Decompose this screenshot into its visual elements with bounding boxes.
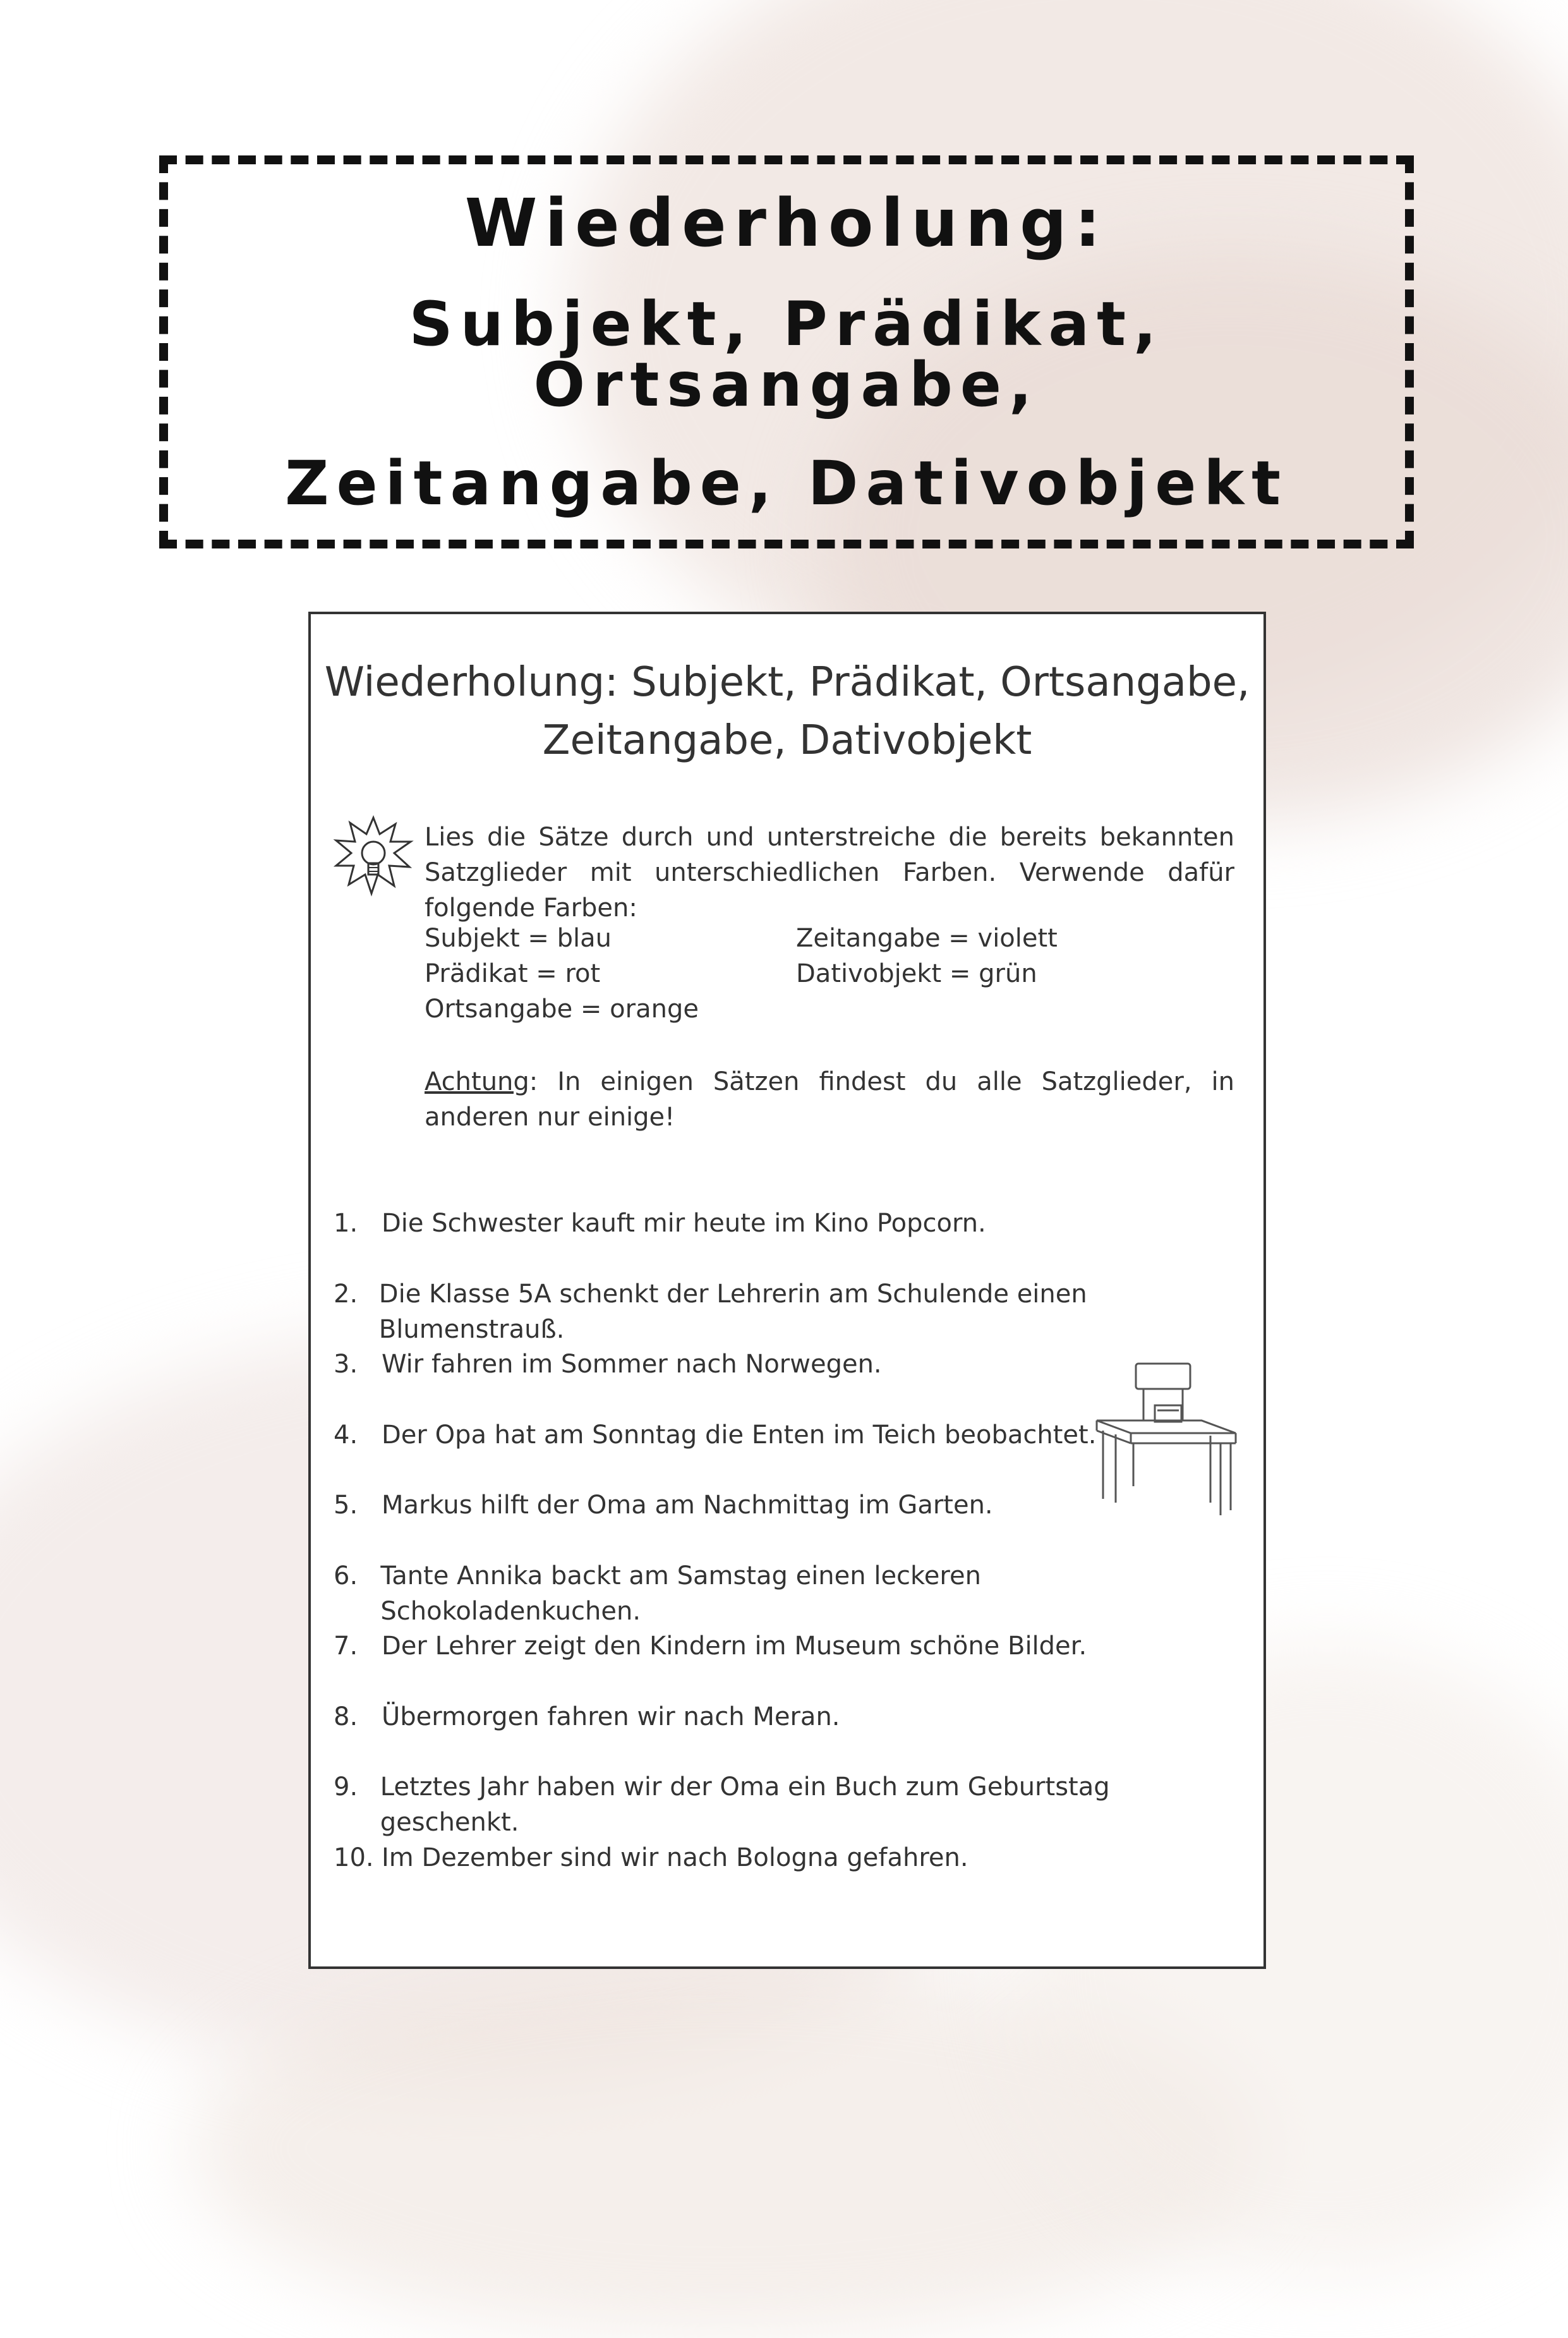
header-subtitle-line1: Subjekt, Prädikat, Ortsangabe, (409, 289, 1164, 420)
color-subjekt: Subjekt = blau (425, 924, 612, 953)
sentence-list (334, 1206, 1231, 1910)
list-item-number: 6. (334, 1561, 358, 1590)
list-item-text: Der Opa hat am Sonntag die Enten im Teich beobachtet. (382, 1420, 1097, 1450)
attention-note (425, 1064, 1234, 1135)
list-item-number: 5. (334, 1491, 358, 1520)
worksheet-title-line1: Wiederholung: Subjekt, Prädikat, Ortsangabe, (324, 659, 1250, 706)
list-item-number: 1. (334, 1209, 358, 1238)
attention-label: Achtung (425, 1067, 529, 1096)
list-item-text: Letztes Jahr haben wir der Oma ein Buch zum Geburtstag geschenkt. (380, 1772, 1110, 1837)
list-item-text: Übermorgen fahren wir nach Meran. (382, 1702, 840, 1731)
worksheet-title-line2: Zeitangabe, Dativobjekt (542, 717, 1032, 764)
list-item-text: Tante Annika backt am Samstag einen leckeren Schokoladenkuchen. (380, 1561, 981, 1626)
list-item (334, 1206, 1231, 1276)
list-item-text: Die Schwester kauft mir heute im Kino Popcorn. (382, 1209, 986, 1238)
list-item-number: 7. (334, 1632, 358, 1661)
list-item-number: 9. (334, 1772, 358, 1802)
list-item-text: Die Klasse 5A schenkt der Lehrerin am Schulende einen Blumenstrauß. (378, 1279, 1087, 1344)
list-item-text: Wir fahren im Sommer nach Norwegen. (382, 1350, 882, 1379)
list-item (334, 1276, 1231, 1347)
attention-colon: : (529, 1067, 538, 1096)
list-item-text: Im Dezember sind wir nach Bologna gefahren. (382, 1843, 968, 1872)
color-legend (425, 921, 1234, 1027)
list-item (334, 1699, 1231, 1770)
instruction-text: Lies die Sätze durch und unterstreiche die bereits bekannten Satzglieder mit unterschiedlichen Farben. Verwende dafür folgende Farben: (425, 823, 1234, 923)
list-item-text: Der Lehrer zeigt den Kindern im Museum schöne Bilder. (382, 1632, 1087, 1661)
header-subtitle-line2: Zeitangabe, Dativobjekt (284, 448, 1289, 519)
list-item-text: Markus hilft der Oma am Nachmittag im Garten. (382, 1491, 993, 1520)
color-dativobjekt: Dativobjekt = grün (796, 959, 1037, 988)
list-item-number: 8. (334, 1702, 358, 1731)
list-item-number: 3. (334, 1350, 358, 1379)
list-item (334, 1558, 1231, 1629)
header-box (159, 155, 1414, 548)
worksheet (308, 612, 1266, 1969)
color-praedikat: Prädikat = rot (425, 959, 601, 988)
list-item-number: 4. (334, 1420, 358, 1450)
header-title: Wiederholung: (464, 185, 1109, 262)
color-ortsangabe: Ortsangabe = orange (425, 995, 699, 1024)
list-item (334, 1628, 1231, 1699)
school-desk-icon (1094, 1360, 1239, 1518)
attention-text: In einigen Sätzen findest du alle Satzglieder, in anderen nur einige! (425, 1067, 1234, 1132)
list-item (334, 1769, 1231, 1840)
list-item (334, 1840, 1231, 1911)
list-item-number: 2. (334, 1279, 358, 1309)
lightbulb-icon (332, 815, 414, 897)
worksheet-title (311, 653, 1263, 770)
list-item-number: 10. (334, 1843, 374, 1872)
color-zeitangabe: Zeitangabe = violett (796, 924, 1058, 953)
